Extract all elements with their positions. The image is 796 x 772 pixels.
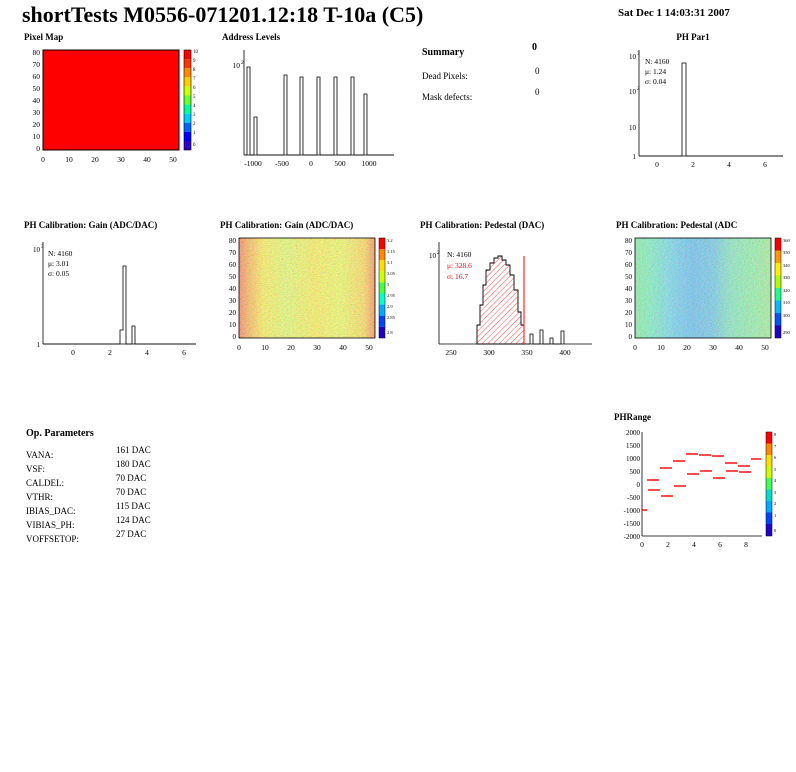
pixel-map-svg	[24, 42, 204, 172]
chart-pixel-map	[24, 32, 204, 172]
ytick: 50	[229, 273, 236, 281]
ytick: 60	[32, 72, 40, 81]
ytick: 500	[629, 468, 640, 476]
xtick: 50	[169, 155, 177, 164]
op-value: 27 DAC	[116, 529, 147, 539]
op-row	[26, 445, 226, 459]
op-label: VTHR:	[26, 492, 53, 502]
stat-n: N: 4160	[645, 57, 670, 66]
phrange-upper-series	[647, 454, 761, 480]
stat-mu: μ: 3.01	[48, 259, 70, 268]
xtick: 2	[108, 348, 112, 357]
ytick: 20	[625, 309, 632, 317]
ztick: 6	[774, 455, 777, 460]
gain-map-svg	[220, 230, 405, 360]
op-parameters-block	[26, 428, 226, 543]
ph-par1-svg	[618, 42, 788, 172]
dead-pixels-value: 0	[535, 66, 540, 76]
xtick: 0	[640, 540, 644, 549]
xtick: 350	[521, 348, 533, 357]
ztick: 0	[193, 143, 196, 148]
color-palette	[766, 432, 777, 536]
ztick: 4	[774, 478, 777, 483]
ytick-exp: 2	[241, 60, 244, 66]
xtick: 6	[763, 160, 767, 169]
ytick: 0	[636, 481, 640, 489]
op-row	[26, 459, 226, 473]
chart-title-pedestal-map: PH Calibration: Pedestal (ADC	[616, 220, 738, 230]
ztick: 8	[774, 432, 777, 437]
ytick: 50	[625, 273, 632, 281]
ztick: 7	[774, 444, 777, 449]
ytick: 1500	[626, 442, 640, 450]
ztick: 340	[783, 263, 790, 268]
ztick: 350	[783, 250, 790, 255]
xtick: 10	[657, 343, 665, 352]
ztick: 360	[783, 238, 790, 243]
chart-phrange	[614, 412, 794, 557]
ztick: 2.9	[387, 304, 393, 309]
op-label: VSF:	[26, 464, 46, 474]
ztick: 2.95	[387, 293, 395, 298]
xtick: 4	[727, 160, 731, 169]
ytick: 70	[32, 60, 40, 69]
xtick: -500	[275, 159, 289, 168]
stat-mu: μ: 328.6	[447, 261, 472, 270]
ytick: 10	[629, 53, 636, 61]
ytick: -1500	[623, 520, 640, 528]
gain-map-noise	[239, 238, 375, 338]
chart-title-address-levels: Address Levels	[222, 32, 281, 42]
pedestal-hist-fill	[477, 256, 524, 344]
op-value: 180 DAC	[116, 459, 151, 469]
chart-title-phrange: PHRange	[614, 412, 651, 422]
ztick: 3	[193, 113, 196, 118]
ytick: 30	[32, 108, 40, 117]
chart-gain-hist	[24, 220, 204, 360]
mask-defects-label: Mask defects:	[422, 92, 473, 102]
op-label: VOFFSETOP:	[26, 534, 79, 544]
phrange-svg	[614, 422, 794, 557]
ytick-exp: 2	[637, 87, 640, 92]
ytick: 10	[429, 252, 436, 260]
xtick: 6	[182, 348, 186, 357]
ztick: 9	[193, 59, 196, 64]
stat-mu: μ: 1.24	[645, 67, 667, 76]
ztick: 3	[387, 282, 390, 287]
color-palette	[775, 238, 791, 338]
op-value: 70 DAC	[116, 473, 147, 483]
stat-sigma: σ: 0.05	[48, 269, 70, 278]
op-row	[26, 515, 226, 529]
ytick: 0	[36, 144, 40, 153]
color-palette	[379, 238, 396, 338]
xtick: 0	[71, 348, 75, 357]
op-row	[26, 487, 226, 501]
page-title: shortTests M0556-071201.12:18 T-10a (C5)	[22, 2, 424, 27]
xtick: 30	[117, 155, 125, 164]
xtick: 0	[655, 160, 659, 169]
ztick: 5	[774, 467, 777, 472]
xtick: 4	[145, 348, 149, 357]
xtick: 10	[261, 343, 269, 352]
ytick: 0	[232, 333, 236, 341]
xtick: 400	[559, 348, 571, 357]
xtick: 0	[41, 155, 45, 164]
stat-sigma: σ: 0.04	[645, 77, 667, 86]
ztick: 300	[783, 313, 790, 318]
ytick: 10	[232, 61, 240, 70]
ytick: 30	[229, 297, 236, 305]
op-row	[26, 529, 226, 543]
ytick: 70	[229, 249, 236, 257]
ytick: -2000	[623, 533, 640, 541]
ytick: 80	[229, 237, 236, 245]
ytick: 80	[32, 48, 40, 57]
ztick: 2	[774, 501, 777, 506]
ztick: 320	[783, 288, 790, 293]
op-row	[26, 473, 226, 487]
xtick: 40	[735, 343, 743, 352]
xtick: 10	[65, 155, 73, 164]
xtick: 30	[709, 343, 717, 352]
ztick: 1	[774, 513, 777, 518]
ztick: 7	[193, 77, 196, 82]
summary-heading-value: 0	[532, 42, 537, 53]
ytick: 60	[625, 261, 632, 269]
ytick: 10	[33, 246, 40, 254]
ztick: 5	[193, 95, 196, 100]
ytick: 10	[629, 124, 636, 132]
ytick: 2000	[626, 429, 640, 437]
op-label: VIBIAS_PH:	[26, 520, 75, 530]
stat-n: N: 4160	[447, 250, 472, 259]
op-value: 115 DAC	[116, 501, 151, 511]
ytick: 10	[32, 132, 40, 141]
color-palette	[184, 50, 199, 150]
op-parameters-heading: Op. Parameters	[26, 428, 94, 439]
summary-heading: Summary	[422, 47, 465, 58]
op-label: CALDEL:	[26, 478, 64, 488]
xtick: 0	[309, 159, 313, 168]
stat-n: N: 4160	[48, 249, 73, 258]
xtick: -1000	[244, 159, 262, 168]
ztick: 3.1	[387, 260, 393, 265]
ytick: 40	[229, 285, 236, 293]
ytick: 1000	[626, 455, 640, 463]
pedestal-hist-svg	[420, 230, 600, 360]
xtick: 20	[287, 343, 295, 352]
xtick: 20	[683, 343, 691, 352]
dead-pixels-label: Dead Pixels:	[422, 71, 468, 81]
ytick: 40	[625, 285, 632, 293]
ztick: 290	[783, 330, 790, 335]
ytick: 10	[629, 88, 636, 96]
ztick: 0	[774, 528, 777, 533]
chart-pedestal-hist	[420, 220, 600, 360]
ztick: 3	[774, 490, 777, 495]
ztick: 3.15	[387, 249, 395, 254]
chart-ph-par1	[618, 32, 788, 172]
ztick: 1	[193, 131, 196, 136]
ytick-exp: 3	[637, 52, 640, 57]
ytick: 1	[632, 153, 636, 161]
xtick: 1000	[361, 159, 377, 168]
ytick: 50	[32, 84, 40, 93]
xtick: 4	[692, 540, 696, 549]
xtick: 250	[445, 348, 457, 357]
ytick: 20	[229, 309, 236, 317]
ytick: -1000	[623, 507, 640, 515]
xtick: 6	[718, 540, 722, 549]
pedestal-hist-tail	[524, 330, 564, 344]
chart-title-pixel-map: Pixel Map	[24, 32, 64, 42]
chart-pedestal-map	[616, 220, 796, 360]
op-value: 70 DAC	[116, 487, 147, 497]
ytick: 10	[229, 321, 236, 329]
xtick: 50	[365, 343, 373, 352]
ytick-exp: 2	[437, 251, 440, 256]
chart-title-gain-hist: PH Calibration: Gain (ADC/DAC)	[24, 220, 158, 230]
ztick: 4	[193, 104, 196, 109]
op-row	[26, 501, 226, 515]
pedestal-map-svg	[616, 230, 796, 360]
chart-address-levels	[222, 32, 402, 172]
gain-hist-svg	[24, 230, 204, 360]
chart-title-pedestal-hist: PH Calibration: Pedestal (DAC)	[420, 220, 545, 230]
xtick: 0	[633, 343, 637, 352]
ytick: 60	[229, 261, 236, 269]
ztick: 2	[193, 122, 196, 127]
stat-sigma: σ: 16.7	[447, 272, 469, 281]
ztick: 6	[193, 86, 196, 91]
ztick: 8	[193, 68, 196, 73]
ztick: 2.8	[387, 330, 393, 335]
xtick: 40	[339, 343, 347, 352]
ytick: 10	[625, 321, 632, 329]
ztick: 3.2	[387, 238, 393, 243]
xtick: 2	[691, 160, 695, 169]
xtick: 40	[143, 155, 151, 164]
op-label: VANA:	[26, 450, 54, 460]
ztick: 2.85	[387, 315, 395, 320]
ztick: 310	[783, 300, 790, 305]
ytick: -500	[627, 494, 640, 502]
ytick: 40	[32, 96, 40, 105]
op-label: IBIAS_DAC:	[26, 506, 76, 516]
ytick: 70	[625, 249, 632, 257]
ytick: 80	[625, 237, 632, 245]
xtick: 8	[744, 540, 748, 549]
address-levels-trace	[244, 67, 394, 155]
summary-block	[422, 42, 552, 105]
ytick-exp: 3	[41, 245, 44, 250]
ytick: 1	[36, 341, 40, 349]
mask-defects-value: 0	[535, 87, 540, 97]
pixel-map-area	[43, 50, 179, 150]
ytick: 30	[625, 297, 632, 305]
op-value: 161 DAC	[116, 445, 151, 455]
address-levels-svg	[222, 42, 402, 172]
xtick: 300	[483, 348, 495, 357]
xtick: 50	[761, 343, 769, 352]
timestamp: Sat Dec 1 14:03:31 2007	[618, 7, 730, 19]
ytick: 0	[628, 333, 632, 341]
chart-title-ph-par1: PH Par1	[676, 32, 710, 42]
xtick: 2	[666, 540, 670, 549]
xtick: 0	[237, 343, 241, 352]
ztick: 10	[193, 50, 198, 55]
pedestal-map-noise	[635, 238, 771, 338]
phrange-lower-series	[642, 471, 751, 510]
ztick: 330	[783, 275, 790, 280]
xtick: 500	[334, 159, 346, 168]
ztick: 3.05	[387, 271, 395, 276]
xtick: 20	[91, 155, 99, 164]
op-value: 124 DAC	[116, 515, 151, 525]
xtick: 30	[313, 343, 321, 352]
ytick: 20	[32, 120, 40, 129]
chart-title-gain-map: PH Calibration: Gain (ADC/DAC)	[220, 220, 354, 230]
chart-gain-map	[220, 220, 405, 360]
